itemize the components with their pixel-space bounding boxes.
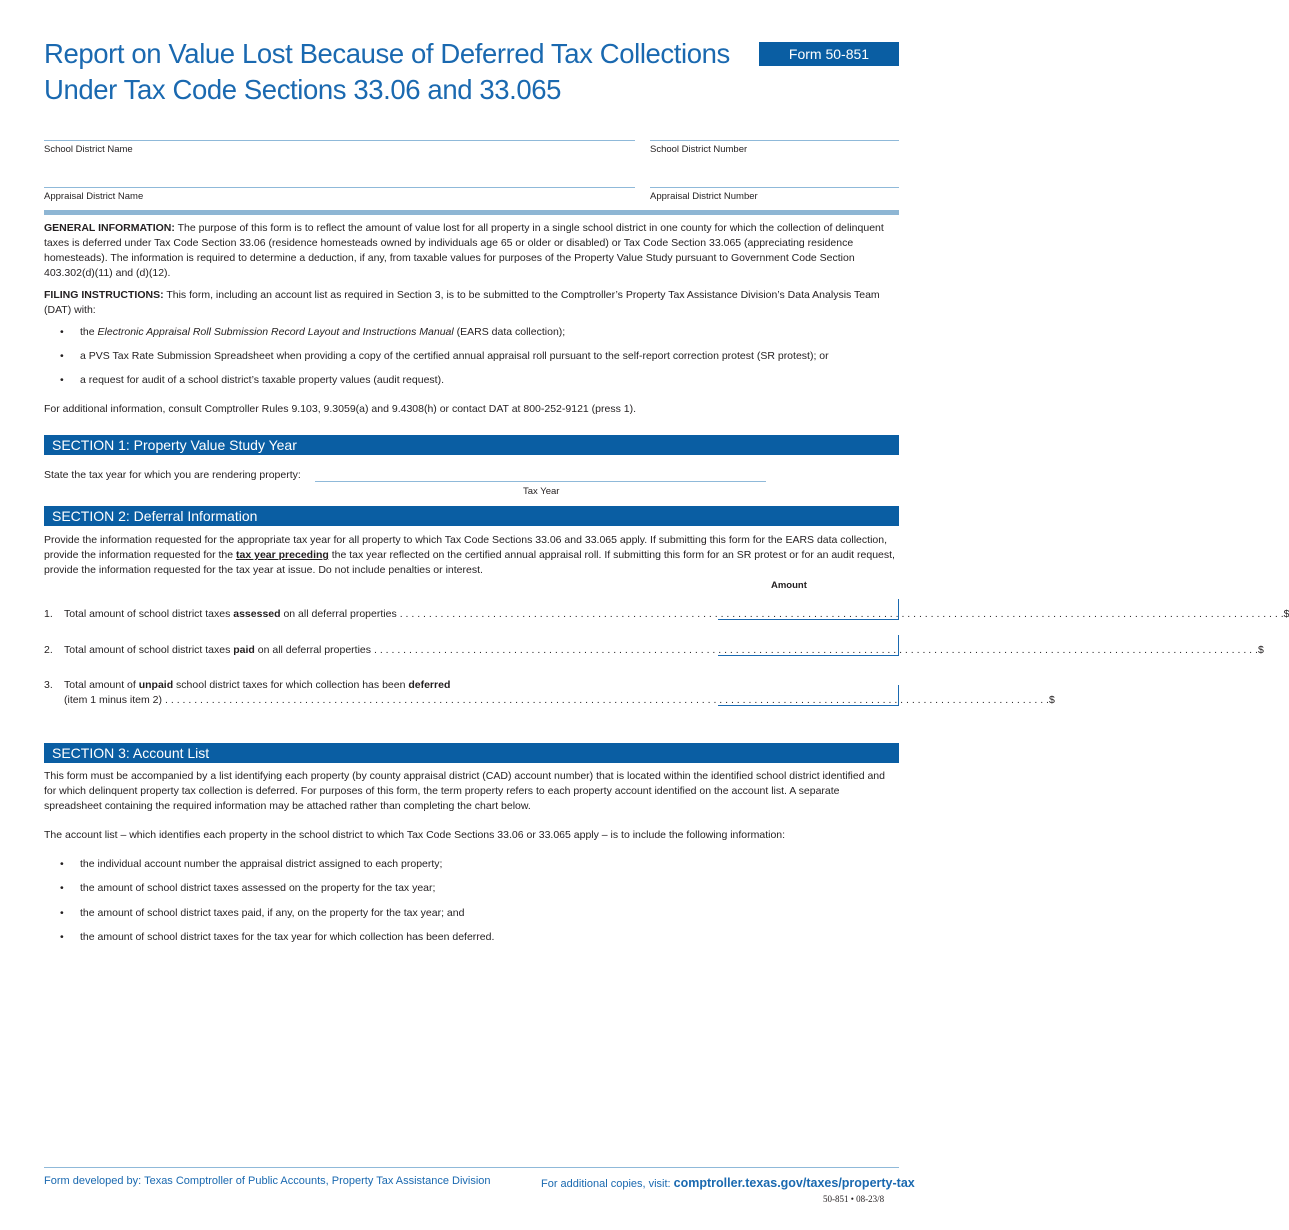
account-list-bullet-2-text: the amount of school district taxes assessed on the property for the tax year;: [80, 882, 436, 894]
item-3-formula: (item 1 minus item 2): [64, 694, 163, 706]
item-1-text-c: on all deferral properties: [280, 608, 397, 620]
section-1-header: [44, 435, 899, 455]
currency-symbol: $: [1257, 644, 1264, 656]
amount-column-header: Amount: [771, 580, 807, 591]
section-3-paragraph-2: The account list – which identifies each property in the school district to which Tax Code Sections 33.06 or 33.065 apply – is to include the following information:: [44, 829, 786, 841]
appraisal-district-number-field[interactable]: [650, 187, 899, 188]
item-3-row: [44, 678, 450, 693]
filing-instructions-text: This form, including an account list as required in Section 3, is to be submitted to the Comptroller’s Property Tax Assistance Division’s Data Analysis Team (DAT) with:: [44, 289, 880, 316]
item-2-number: 2.: [44, 644, 53, 656]
bullet-dot: •: [60, 882, 64, 894]
item-3-unpaid: unpaid: [138, 679, 174, 691]
bullet-3-text: a request for audit of a school district’s taxable property values (audit request).: [80, 374, 444, 386]
bullet-1-suffix: (EARS data collection);: [453, 326, 566, 338]
section-3-header: [44, 743, 899, 763]
item-1-assessed: assessed: [233, 608, 281, 620]
school-district-number-field[interactable]: [650, 140, 899, 141]
bullet-1-prefix: the: [80, 326, 98, 338]
appraisal-district-name-label: Appraisal District Name: [44, 191, 144, 202]
school-district-name-field[interactable]: [44, 140, 635, 141]
item-2-amount-input[interactable]: [718, 635, 899, 656]
additional-information: For additional information, consult Comptroller Rules 9.103, 9.3059(a) and 9.4308(h) or contact DAT at 800-252-9121 (press 1).: [44, 403, 637, 415]
footer-copies-label: For additional copies, visit:: [541, 1178, 674, 1190]
section-2-title: SECTION 2: Deferral Information: [52, 508, 258, 524]
school-district-name-label: School District Name: [44, 144, 133, 155]
tax-year-prompt: State the tax year for which you are rendering property:: [44, 469, 301, 481]
leader-dots: . . . . . . . . . . . . . . . . . . . . . . . . . . . . . . . . . . . . . . . . . . . . . . . . . . . . . . . . . . . . . . . . . . . . . . . . . . . . . . . . . . . . . . . . . . . . . . . . . . . . . . . . . . . . . . . . . . . . . . . . . . . . . . . . . . . . . . . . . . . . . . . . . . . . . . . .: [165, 694, 1049, 706]
general-information: [44, 221, 899, 281]
footer-divider: [44, 1167, 899, 1168]
section-2-intro: [44, 533, 899, 578]
footer-copies: [541, 1176, 915, 1190]
title-line-1: Report on Value Lost Because of Deferred Tax Collections: [44, 38, 730, 69]
item-3-deferred: deferred: [408, 679, 451, 691]
item-2-text-a: Total amount of school district taxes: [64, 644, 234, 656]
school-district-number-label: School District Number: [650, 144, 748, 155]
general-information-label: GENERAL INFORMATION:: [44, 222, 175, 234]
bullet-dot: •: [60, 350, 64, 362]
bullet-dot: •: [60, 858, 64, 870]
general-information-text: The purpose of this form is to reflect the amount of value lost for all property in a single school district in one county for which the collection of delinquent taxes is deferred under Tax Code Section 33.06 (residence homesteads owned by individuals age 65 or older or disabled) or Tax Code Section 33.065 (appreciating residence homesteads). The information is required to determine a deduction, if any, from taxable values for purposes of the Property Value Study pursuant to Government Code Section 403.302(d)(11) and (d)(12).: [44, 222, 884, 279]
title-line-2: Under Tax Code Sections 33.06 and 33.065: [44, 74, 562, 105]
item-2-paid: paid: [233, 644, 255, 656]
bullet-dot: •: [60, 907, 64, 919]
item-1-text-a: Total amount of school district taxes: [64, 608, 234, 620]
tax-year-field[interactable]: [315, 481, 766, 482]
item-3-row-line-2: [44, 693, 1055, 708]
bullet-dot: •: [60, 931, 64, 943]
filing-instructions-label: FILING INSTRUCTIONS:: [44, 289, 164, 301]
appraisal-district-name-field[interactable]: [44, 187, 635, 188]
account-list-bullet-3-text: the amount of school district taxes paid, if any, on the property for the tax year; and: [80, 907, 465, 919]
item-1-number: 1.: [44, 608, 53, 620]
comptroller-link[interactable]: comptroller.texas.gov/taxes/property-tax: [673, 1176, 915, 1190]
item-2-row: [44, 643, 1264, 658]
leader-dots: . . . . . . . . . . . . . . . . . . . . . . . . . . . . . . . . . . . . . . . . . . . . . . . . . . . . . . . . . . . . . . . . . . . . . . . . . . . . . . . . . . . . . . . . . . . . . . . . . . . . . . . . . . . . . . . . . . . . . . . . . . . . . . . . . . . . . . . . . . . . . . . . . . . . . . . .: [399, 608, 1284, 620]
currency-symbol: $: [1048, 694, 1055, 706]
account-list-bullet-1-text: the individual account number the appraisal district assigned to each property;: [80, 858, 443, 870]
section-3-paragraph-1: This form must be accompanied by a list identifying each property (by county appraisal district (CAD) account number) that is located within the identified school district identified and for which delinquent property tax collection is deferred. For purposes of this form, the term property refers to each property account identified on the account list. A separate spreadsheet containing the required information may be attached rather than completing the chart below.: [44, 770, 885, 812]
page-title: [44, 36, 754, 108]
filing-instructions: [44, 288, 899, 318]
footer-form-code: 50-851 • 08-23/8: [823, 1194, 885, 1204]
ears-manual-title: Electronic Appraisal Roll Submission Record Layout and Instructions Manual: [97, 326, 454, 338]
tax-year-preceding-emphasis: tax year preceding: [236, 549, 329, 561]
bullet-2-text: a PVS Tax Rate Submission Spreadsheet when providing a copy of the certified annual appraisal roll pursuant to the self-report correction protest (SR protest); or: [80, 350, 829, 362]
section-3-title: SECTION 3: Account List: [52, 745, 210, 761]
currency-symbol: $: [1283, 608, 1289, 620]
item-1-label: [64, 607, 397, 622]
form-number-badge: Form 50-851: [759, 42, 899, 66]
bullet-dot: •: [60, 326, 64, 338]
appraisal-district-number-label: Appraisal District Number: [650, 191, 758, 202]
account-list-bullet-4-text: the amount of school district taxes for the tax year for which collection has been deferred.: [80, 931, 495, 943]
item-1-row: [44, 607, 1289, 622]
bullet-dot: •: [60, 374, 64, 386]
section-2-intro-part-c: the tax year reflected on the certified annual appraisal roll. If submitting this form for an SR protest or for an audit request, provide the information requested for the tax year at issue. Do not include penalties or interest.: [44, 549, 895, 576]
leader-dots: . . . . . . . . . . . . . . . . . . . . . . . . . . . . . . . . . . . . . . . . . . . . . . . . . . . . . . . . . . . . . . . . . . . . . . . . . . . . . . . . . . . . . . . . . . . . . . . . . . . . . . . . . . . . . . . . . . . . . . . . . . . . . . . . . . . . . . . . . . . . . . . . . . . . . . . .: [374, 644, 1258, 656]
section-2-header: [44, 506, 899, 526]
section-2-intro-part-a: Provide the information requested for the appropriate tax year for all property to which Tax Code Sections 33.06 and 33.065 apply. If submitting this form for the EARS data collection, provide the information requested for the: [44, 534, 887, 561]
tax-year-label: Tax Year: [523, 486, 560, 497]
item-3-amount-input[interactable]: [718, 685, 899, 706]
header-divider: [44, 210, 899, 215]
item-3-text-a: Total amount of: [64, 679, 139, 691]
item-1-amount-input[interactable]: [718, 599, 899, 620]
item-2-text-c: on all deferral properties: [254, 644, 371, 656]
section-1-title: SECTION 1: Property Value Study Year: [52, 437, 297, 453]
item-3-number: 3.: [44, 679, 53, 691]
item-3-text-c: school district taxes for which collection has been: [173, 679, 409, 691]
footer-developed-by: Form developed by: Texas Comptroller of Public Accounts, Property Tax Assistance Division: [44, 1175, 491, 1187]
item-2-label: [64, 643, 371, 658]
